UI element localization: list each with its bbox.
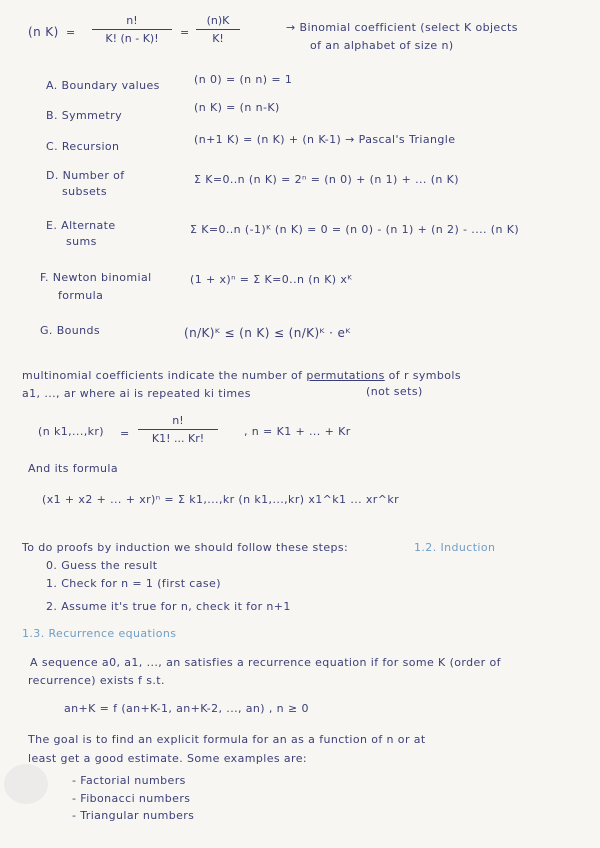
property-formula: (n/K)ᴷ ≤ (n K) ≤ (n/K)ᴷ · eᴷ	[184, 326, 351, 340]
recurrence-equation: an+K = f (an+K-1, an+K-2, ..., an) , n ≥ 0	[64, 702, 309, 715]
multinomial-fraction	[138, 414, 218, 445]
recurrence-line-4: least get a good estimate. Some examples are:	[28, 752, 307, 765]
property-label: D. Number of	[46, 169, 125, 182]
recurrence-heading: 1.3. Recurrence equations	[22, 627, 177, 640]
induction-step: 2. Assume it's true for n, check it for n+1	[46, 600, 291, 613]
notebook-page: (n K) = n! K! (n - K)! = (n)K K! → Binomial coefficient (select K objects of an alphabet of size n) A. Boundary values (n 0) = (n n) = 1 B. Symmetry (n K) = (n n-K) C. Recursion (n+1 K) = (n K) + (n K-1) → Pascal's Triangle D. Number of subsets Σ K=0..n (n K) = 2ⁿ = (n 0) + (n 1) + ... (n K) E. Alternate sums Σ K=0..n (-1)ᴷ (n K) = 0 = (n 0) - (n 1) + (n 2) - .... (n K) F. Newton binomial formula (1 + x)ⁿ = Σ K=0..n (n K) xᴷ G. Bounds (n/K)ᴷ ≤ (n K) ≤ (n/K)ᴷ · eᴷ multinomial coefficients indicate the number of permutations of r symbols (not sets) a1, ..., ar where ai is repeated ki times (n k1,...,kr) = n! K1! ... Kr! , n = K1 + ... + Kr And its formula (x1 + x2 + ... + xr)ⁿ = Σ k1,...,kr (n k1,...,kr) x1^k1 ... xr^kr To do proofs by induction we should follow these steps: 1.2. Induction 0. Guess the result 1. Check for n = 1 (first case) 2. Assume it's true for n, check it for n+1 1.3. Recurrence equations A sequence a0, a1, ..., an satisfies a recurrence equation if for some K (order of recurrence) exists f s.t. an+K = f (an+K-1, an+K-2, ..., an) , n ≥ 0 The goal is to find an explicit formula for an as a function of n or at least get a good estimate. Some examples are: - Factorial numbers - Fibonacci numbers - Triangular numbers	[0, 0, 600, 848]
induction-step: 1. Check for n = 1 (first case)	[46, 577, 221, 590]
property-formula: Σ K=0..n (-1)ᴷ (n K) = 0 = (n 0) - (n 1) + (n 2) - .... (n K)	[190, 223, 520, 236]
recurrence-line-2: recurrence) exists f s.t.	[28, 674, 165, 687]
property-label: G. Bounds	[40, 324, 101, 337]
multinomial-condition: , n = K1 + ... + Kr	[244, 425, 351, 438]
property-label-2: sums	[66, 235, 97, 248]
property-label: B. Symmetry	[46, 109, 122, 122]
property-formula: Σ K=0..n (n K) = 2ⁿ = (n 0) + (n 1) + ... (n K)	[194, 173, 459, 186]
recurrence-line-3: The goal is to find an explicit formula for an as a function of n or at	[28, 733, 426, 746]
multinomial-note: (not sets)	[366, 385, 423, 398]
frac-numerator: (n)K	[206, 14, 230, 27]
property-label: C. Recursion	[46, 140, 120, 153]
property-label-2: formula	[58, 289, 104, 302]
recurrence-line-1: A sequence a0, a1, ..., an satisfies a recurrence equation if for some K (order of	[30, 656, 501, 669]
frac-denominator: K!	[212, 32, 224, 45]
property-label: A. Boundary values	[46, 79, 160, 92]
recurrence-example: - Factorial numbers	[72, 774, 186, 787]
recurrence-example: - Triangular numbers	[72, 809, 195, 822]
induction-intro: To do proofs by induction we should follow these steps:	[22, 541, 349, 554]
multinomial-line-1: multinomial coefficients indicate the number of permutations of r symbols	[22, 369, 462, 382]
binom-note-line-1: → Binomial coefficient (select K objects	[286, 21, 518, 34]
frac-numerator: n!	[172, 414, 184, 427]
property-label-2: subsets	[62, 185, 108, 198]
binom-lhs: (n K)	[28, 25, 59, 39]
multinomial-lhs: (n k1,...,kr)	[38, 425, 104, 438]
binom-note-line-2: of an alphabet of size n)	[310, 39, 454, 52]
recurrence-example: - Fibonacci numbers	[72, 792, 191, 805]
binom-fraction-2	[196, 14, 240, 45]
frac-denominator: K! (n - K)!	[105, 32, 159, 45]
property-formula: (n K) = (n n-K)	[194, 101, 280, 114]
property-label: E. Alternate	[46, 219, 116, 232]
multinomial-formula: (x1 + x2 + ... + xr)ⁿ = Σ k1,...,kr (n k1,...,kr) x1^k1 ... xr^kr	[42, 493, 400, 506]
binom-fraction-1	[92, 14, 172, 45]
multinomial-keyword: permutations	[306, 369, 385, 382]
induction-heading: 1.2. Induction	[414, 541, 496, 554]
paper-stain	[4, 764, 48, 804]
property-formula: (n 0) = (n n) = 1	[194, 73, 293, 86]
frac-numerator: n!	[126, 14, 138, 27]
frac-denominator: K1! ... Kr!	[151, 432, 205, 445]
property-label: F. Newton binomial	[40, 271, 152, 284]
multinomial-line-2: a1, ..., ar where ai is repeated ki times	[22, 387, 251, 400]
multinomial-formula-title: And its formula	[28, 462, 118, 475]
property-formula: (1 + x)ⁿ = Σ K=0..n (n K) xᴷ	[190, 273, 353, 286]
induction-step: 0. Guess the result	[46, 559, 158, 572]
property-formula: (n+1 K) = (n K) + (n K-1) → Pascal's Triangle	[194, 133, 456, 146]
